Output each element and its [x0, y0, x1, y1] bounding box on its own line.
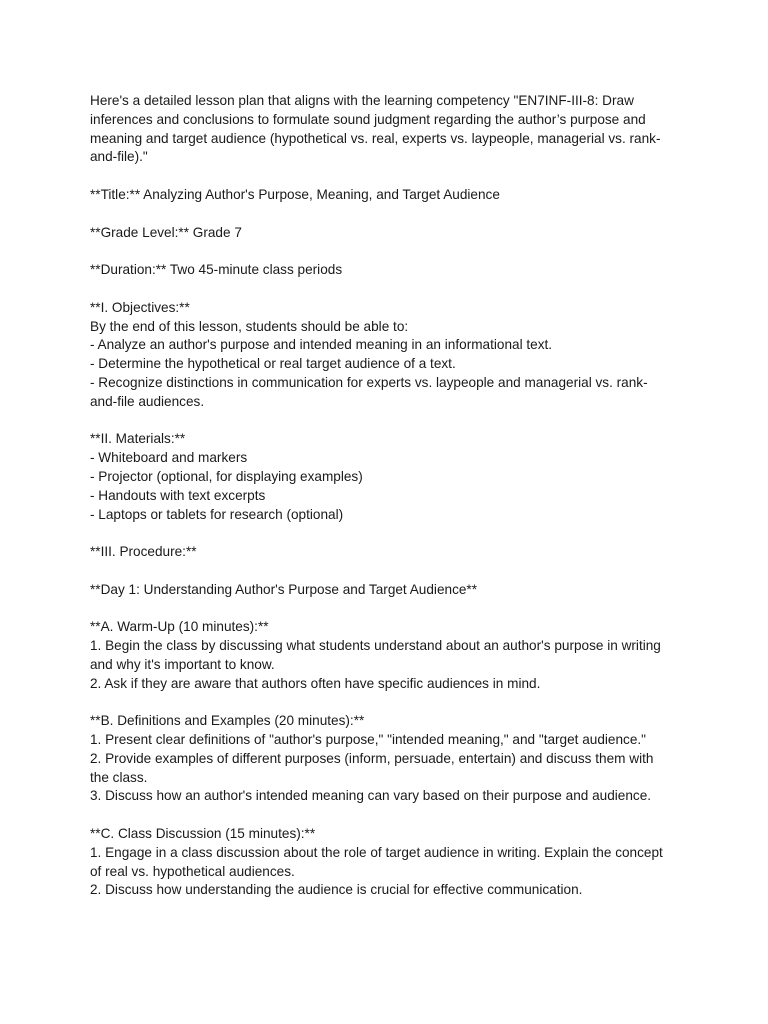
definitions-line: the class. [90, 769, 148, 785]
materials-item: - Handouts with text excerpts [90, 487, 266, 503]
grade-level-line [90, 224, 680, 243]
intro-line: and-file)." [90, 149, 148, 165]
discussion-heading: **C. Class Discussion (15 minutes):** [90, 826, 316, 842]
definitions-heading: **B. Definitions and Examples (20 minutes):** [90, 713, 365, 729]
discussion-line: of real vs. hypothetical audiences. [90, 863, 295, 879]
definitions-line: 2. Provide examples of different purposes (inform, persuade, entertain) and discuss them with [90, 750, 654, 766]
procedure-heading: **III. Procedure:** [90, 544, 197, 560]
duration: **Duration:** Two 45-minute class periods [90, 262, 343, 278]
grade-level: **Grade Level:** Grade 7 [90, 224, 242, 240]
intro-line: Here's a detailed lesson plan that aligns with the learning competency "EN7INF-III-8: Draw [90, 93, 634, 108]
definitions-line: 1. Present clear definitions of "author's purpose," "intended meaning," and "target audience." [90, 732, 647, 748]
day1-section [90, 581, 680, 600]
intro-line: inferences and conclusions to formulate sound judgment regarding the author’s purpose and [90, 111, 646, 127]
objectives-line: - Determine the hypothetical or real target audience of a text. [90, 356, 456, 372]
warmup-line: 2. Ask if they are aware that authors often have specific audiences in mind. [90, 675, 541, 691]
definitions-line: 3. Discuss how an author's intended meaning can vary based on their purpose and audience. [90, 788, 652, 804]
materials-item: - Projector (optional, for displaying examples) [90, 468, 363, 484]
discussion-line: 2. Discuss how understanding the audience is crucial for effective communication. [90, 882, 583, 898]
intro-line: meaning and target audience (hypothetical vs. real, experts vs. laypeople, managerial vs. rank- [90, 130, 661, 146]
procedure-section [90, 543, 680, 562]
intro-paragraph [90, 92, 680, 167]
objectives-line: - Recognize distinctions in communication for experts vs. laypeople and managerial vs. rank- [90, 374, 648, 390]
day1-heading: **Day 1: Understanding Author's Purpose and Target Audience** [90, 581, 478, 597]
title-line [90, 186, 680, 205]
objectives-line: and-file audiences. [90, 393, 205, 409]
warmup-heading: **A. Warm-Up (10 minutes):** [90, 619, 269, 635]
objectives-heading: **I. Objectives:** [90, 299, 190, 315]
lesson-title: **Title:** Analyzing Author's Purpose, Meaning, and Target Audience [90, 186, 500, 202]
warmup-line: and why it's important to know. [90, 656, 275, 672]
objectives-line: - Analyze an author's purpose and intended meaning in an informational text. [90, 337, 553, 353]
materials-item: - Whiteboard and markers [90, 450, 248, 466]
discussion-section [90, 825, 680, 900]
discussion-line: 1. Engage in a class discussion about the role of target audience in writing. Explain the concept [90, 844, 663, 860]
objectives-section [90, 299, 680, 412]
warmup-section [90, 618, 680, 693]
duration-line [90, 261, 680, 280]
materials-section [90, 430, 680, 524]
document-body [90, 92, 680, 919]
warmup-line: 1. Begin the class by discussing what students understand about an author's purpose in writing [90, 638, 661, 654]
materials-item: - Laptops or tablets for research (optional) [90, 506, 344, 522]
materials-heading: **II. Materials:** [90, 431, 186, 447]
objectives-line: By the end of this lesson, students should be able to: [90, 318, 409, 334]
definitions-section [90, 712, 680, 806]
